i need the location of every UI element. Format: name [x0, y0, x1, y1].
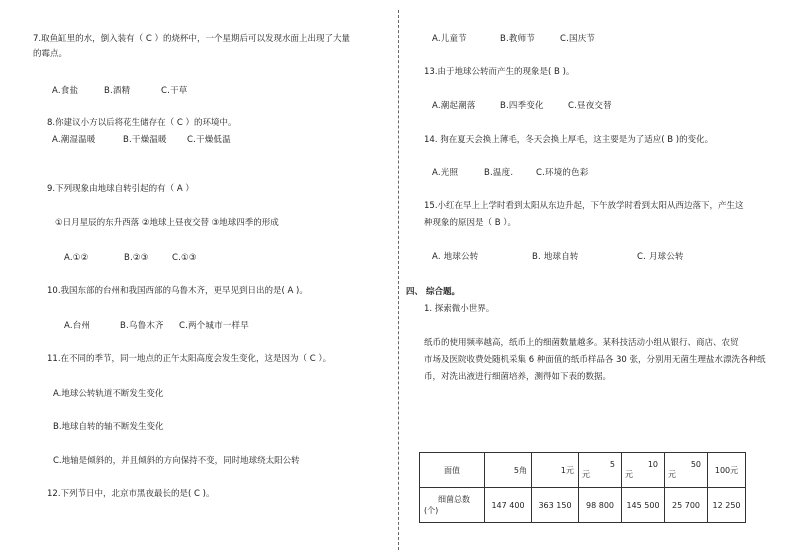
column-divider	[398, 10, 399, 550]
question-15-option-a: A. 地球公转	[432, 252, 479, 262]
left-column	[0, 0, 395, 560]
question-14-option-c: C.环境的色彩	[536, 168, 589, 178]
question-9-text: 9.下列现象由地球自转引起的有（ A ）	[47, 184, 194, 194]
table-cell-denom-1	[485, 453, 532, 488]
table-row-bacteria	[420, 488, 746, 523]
table-cell-denom-5	[665, 453, 708, 488]
bacteria-count-table	[419, 452, 746, 523]
question-8-option-a: A.潮湿温暖	[52, 135, 96, 145]
table-cell-denom-4	[622, 453, 665, 488]
table-cell-denom-3	[579, 453, 622, 488]
question-11-option-a: A.地球公转轨道不断发生变化	[53, 389, 164, 399]
denom-6-text: 100元	[714, 465, 739, 475]
question-8-text: 8.你建议小方以后将花生储存在（ C ）的环境中。	[47, 118, 237, 128]
question-13-option-c: C.昼夜交替	[568, 101, 612, 111]
question-7-option-b: B.酒精	[104, 86, 131, 96]
denom-3-unit: 元	[582, 470, 590, 479]
question-14-option-a: A.光照	[432, 168, 459, 178]
question-10-option-c: C.两个城市一样早	[179, 321, 249, 331]
question-7-line2: 的霉点。	[33, 49, 68, 59]
question-9-option-a: A.①②	[64, 253, 89, 263]
table-cell-value-5: 25 700	[665, 488, 708, 523]
section-4-paragraph-line1: 纸币的使用频率越高，纸币上的细菌数量越多。某科技活动小组从银行、商店、农贸	[424, 338, 739, 348]
question-7-option-a: A.食盐	[52, 86, 79, 96]
table-cell-value-6: 12 250	[708, 488, 746, 523]
question-11-text: 11.在不同的季节，同一地点的正午太阳高度会发生变化，这是因为（ C ）。	[47, 354, 332, 364]
question-12-option-c: C.国庆节	[560, 34, 596, 44]
section-4-paragraph-line3: 币，对洗出液进行细菌培养，测得如下表的数据。	[424, 372, 612, 382]
question-15-option-c: C. 月球公转	[637, 252, 684, 262]
question-8-option-b: B.干燥温暖	[123, 135, 167, 145]
table-cell-denom-6	[708, 453, 746, 488]
table-cell-value-3: 98 800	[579, 488, 622, 523]
question-15-option-b: B. 地球自转	[532, 252, 579, 262]
section-4-paragraph-line2: 市场及医院收费处随机采集 6 种面值的纸币样品各 30 张，分别用无菌生理盐水漂洗各种纸	[424, 355, 766, 365]
question-10-option-b: B.乌鲁木齐	[120, 321, 164, 331]
question-12-option-b: B.教师节	[500, 34, 536, 44]
question-11-option-b: B.地球自转的轴不断发生变化	[53, 422, 164, 432]
question-10-option-a: A.台州	[64, 321, 91, 331]
section-4-subtitle: 1. 探索微小世界。	[424, 304, 495, 314]
table-cell-denom-2	[532, 453, 579, 488]
question-9-items: ①日月星辰的东升西落 ②地球上昼夜交替 ③地球四季的形成	[55, 218, 279, 228]
table-row-label	[420, 488, 485, 523]
question-15-line1: 15.小红在早上上学时看到太阳从东边升起，下午放学时看到太阳从西边落下，产生这	[424, 201, 744, 211]
denom-4-unit: 元	[625, 470, 633, 479]
denom-1-text: 5角	[513, 465, 527, 475]
question-11-option-c: C.地轴是倾斜的，并且倾斜的方向保持不变，同时地球绕太阳公转	[53, 456, 300, 466]
question-15-line2: 种现象的原因是（ B ）。	[424, 218, 516, 228]
denom-2-text: 1元	[560, 465, 574, 475]
question-12-text: 12.下列节日中，北京市黑夜最长的是( C )。	[47, 489, 215, 499]
question-14-option-b: B.温度.	[484, 168, 514, 178]
question-13-option-b: B.四季变化	[500, 101, 544, 111]
denom-5-number: 50	[690, 460, 701, 469]
denom-5-unit: 元	[668, 470, 676, 479]
table-cell-value-2: 363 150	[532, 488, 579, 523]
table-cell-value-4: 145 500	[622, 488, 665, 523]
table-cell-value-1: 147 400	[485, 488, 532, 523]
denom-4-number: 10	[647, 460, 658, 469]
table-header-label: 面值	[420, 453, 485, 488]
question-10-text: 10.我国东部的台州和我国西部的乌鲁木齐，更早见到日出的是( A )。	[47, 286, 308, 296]
question-9-option-b: B.②③	[124, 253, 149, 263]
question-9-option-c: C.①③	[172, 253, 197, 263]
question-7-line1: 7.取鱼缸里的水，倒入装有（ C ）的烧杯中，一个星期后可以发现水面上出现了大量	[33, 34, 350, 44]
question-13-option-a: A.潮起潮落	[432, 101, 476, 111]
question-12-option-a: A.儿童节	[432, 34, 467, 44]
question-13-text: 13.由于地球公转而产生的现象是( B )。	[424, 67, 575, 77]
question-8-option-c: C.干燥低温	[187, 135, 231, 145]
question-7-option-c: C.干草	[161, 86, 188, 96]
section-4-title: 四、 综合题。	[406, 287, 460, 297]
row-label-line1: 细菌总数	[438, 495, 470, 504]
row-label-line2: (个)	[424, 506, 439, 515]
question-14-text: 14. 狗在夏天会换上薄毛，冬天会换上厚毛，这主要是为了适应( B )的变化。	[424, 135, 714, 145]
table-row-denominations	[420, 453, 746, 488]
denom-3-number: 5	[609, 460, 615, 469]
